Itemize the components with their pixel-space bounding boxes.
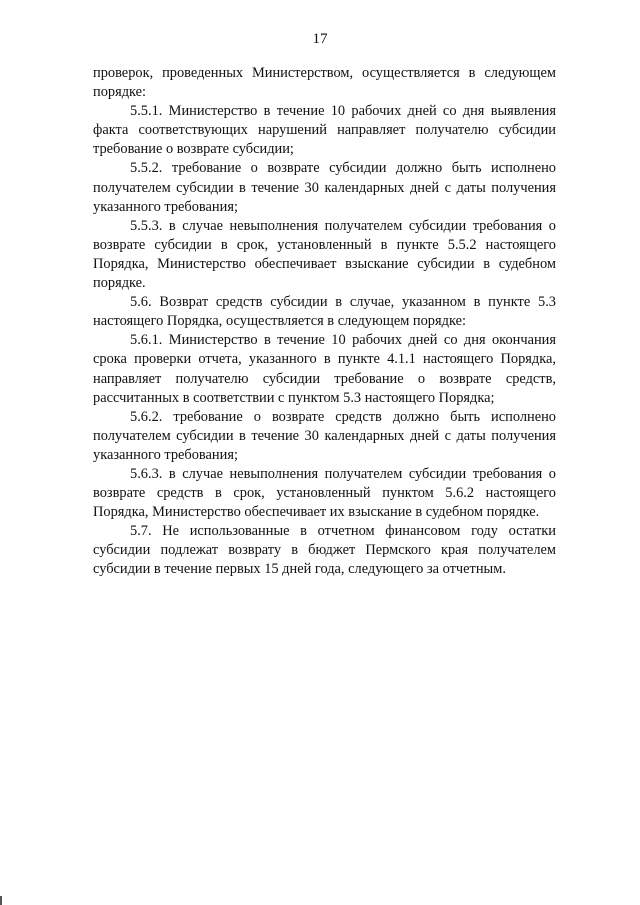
paragraph-5-6-1: 5.6.1. Министерство в течение 10 рабочих дней со дня окончания срока проверки отчета, указанного в пункте 4.1.1 настоящего Порядка, направляет получателю субсидии требование о возврате средств, рассчитанных в соответствии с пунктом 5.3 настоящего Порядка; — [93, 332, 556, 406]
document-body — [93, 64, 556, 580]
paragraph-5-6-3: 5.6.3. в случае невыполнения получателем субсидии требования о возврате средств в срок, установленный пунктом 5.6.2 настоящего Порядка, Министерство обеспечивает их взыскание в судебном порядке. — [93, 465, 556, 521]
paragraph-5-6-2: 5.6.2. требование о возврате средств должно быть исполнено получателем субсидии в течение 30 календарных дней с даты получения указанного требования; — [93, 408, 556, 463]
paragraph-5-5-3: 5.5.3. в случае невыполнения получателем субсидии требования о возврате субсидии в срок, установленный в пункте 5.5.2 настоящего Порядка, Министерство обеспечивает взыскание субсидии в судебном порядке. — [93, 217, 556, 292]
paragraph-5-7: 5.7. Не использованные в отчетном финансовом году остатки субсидии подлежат возврату в бюджет Пермского края получателем субсидии в течение первых 15 дней года, следующего за отчетным. — [93, 523, 556, 578]
page-number: 17 — [312, 31, 328, 47]
scan-edge-mark — [0, 896, 2, 905]
paragraph-5-5-2: 5.5.2. требование о возврате субсидии должно быть исполнено получателем субсидии в течение 30 календарных дней с даты получения указанного требования; — [93, 160, 556, 215]
paragraph-continuation: проверок, проведенных Министерством, осуществляется в следующем порядке: — [93, 65, 556, 101]
paragraph-5-6: 5.6. Возврат средств субсидии в случае, указанном в пункте 5.3 настоящего Порядка, осуществляется в следующем порядке: — [93, 294, 556, 330]
paragraph-5-5-1: 5.5.1. Министерство в течение 10 рабочих дней со дня выявления факта соответствующих нарушений направляет получателю субсидии требование о возврате субсидии; — [93, 103, 556, 158]
